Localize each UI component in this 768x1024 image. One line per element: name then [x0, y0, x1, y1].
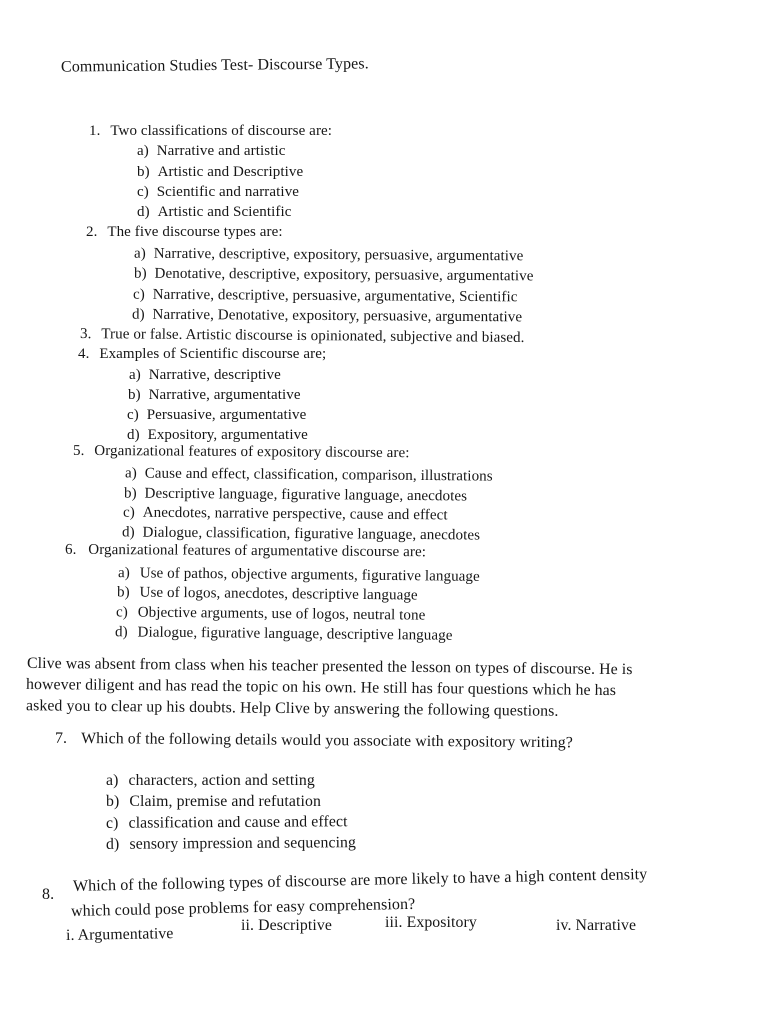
q8-option-ii: ii. Descriptive	[241, 917, 332, 934]
q1-option-c	[137, 183, 299, 202]
q8-option-iv: iv. Narrative	[556, 917, 637, 934]
question-text: Which of the following details would you associate with expository writing?	[81, 729, 574, 752]
question-4	[78, 345, 326, 364]
option-text: characters, action and setting	[128, 772, 315, 789]
question-text: Organizational features of argumentative discourse are:	[88, 541, 427, 561]
option-text: Dialogue, figurative language, descriptive language	[137, 624, 453, 644]
passage-line-2: however diligent and has read the topic on his own. He still has four questions which he has	[25, 675, 617, 700]
option-letter: a)	[129, 367, 141, 383]
option-letter: d)	[127, 427, 140, 443]
q5-option-c	[123, 504, 448, 526]
option-text: Expository, argumentative	[147, 427, 308, 443]
option-text: sensory impression and sequencing	[129, 834, 357, 853]
option-letter: b)	[123, 485, 137, 502]
option-letter: a)	[124, 465, 137, 482]
q4-option-a	[129, 366, 281, 385]
option-text: Objective arguments, use of logos, neutral tone	[137, 604, 426, 624]
q6-option-c	[116, 603, 426, 625]
option-letter: c)	[132, 286, 145, 303]
option-text: Narrative, descriptive	[148, 367, 281, 383]
question-text: The five discourse types are:	[107, 224, 283, 240]
question-6	[65, 541, 426, 563]
q4-option-c	[127, 406, 306, 425]
option-letter: a)	[133, 245, 146, 262]
option-text: Narrative and artistic	[156, 143, 286, 159]
question-text: Organizational features of expository discourse are:	[94, 442, 410, 462]
question-text: True or false. Artistic discourse is opinionated, subjective and biased.	[101, 326, 525, 346]
question-2	[86, 223, 283, 242]
question-8-line-1: Which of the following types of discourse are more likely to have a high content density	[72, 865, 648, 895]
option-text: Descriptive language, figurative language, anecdotes	[144, 485, 468, 505]
option-letter: b)	[128, 387, 141, 403]
option-text: Use of pathos, objective arguments, figurative language	[139, 565, 480, 585]
question-number: 4.	[78, 346, 90, 362]
option-letter: c)	[115, 604, 128, 621]
q7-option-a	[106, 771, 315, 790]
question-7	[55, 729, 573, 753]
option-letter: c)	[122, 504, 135, 521]
question-number: 6.	[64, 541, 77, 558]
page-title: Communication Studies Test- Discourse Types.	[60, 55, 369, 76]
option-letter: d)	[114, 624, 128, 641]
option-text: Scientific and narrative	[156, 184, 300, 200]
option-text: Narrative, descriptive, persuasive, argumentative, Scientific	[152, 286, 518, 306]
option-text: Denotative, descriptive, expository, persuasive, argumentative	[154, 265, 534, 285]
option-text: Use of logos, anecdotes, descriptive language	[139, 584, 418, 604]
q2-option-a	[134, 245, 524, 267]
q2-option-d	[132, 306, 522, 328]
question-5	[73, 442, 410, 463]
option-text: Anecdotes, narrative perspective, cause and effect	[142, 504, 448, 524]
question-text: Two classifications of discourse are:	[110, 123, 333, 139]
option-text: Claim, premise and refutation	[129, 793, 321, 810]
q1-option-a	[137, 142, 286, 161]
passage-line-3: asked you to clear up his doubts. Help Clive by answering the following questions.	[25, 697, 559, 720]
option-text: Dialogue, classification, figurative language, anecdotes	[142, 524, 481, 544]
option-letter: a)	[137, 143, 149, 159]
option-text: Persuasive, argumentative	[146, 407, 307, 423]
q2-option-b	[134, 265, 534, 287]
q7-option-d	[106, 833, 356, 854]
option-text: Narrative, argumentative	[148, 387, 301, 403]
question-number: 7.	[54, 729, 68, 747]
question-number: 1.	[89, 123, 101, 139]
q6-option-d	[115, 623, 453, 646]
option-letter: b)	[137, 164, 150, 180]
q5-option-a	[125, 464, 493, 486]
option-letter: d)	[131, 306, 145, 323]
q2-option-c	[133, 286, 518, 308]
q8-option-i: i. Argumentative	[65, 925, 174, 944]
option-text: Artistic and Scientific	[157, 204, 292, 220]
option-letter: c)	[137, 184, 149, 200]
passage-line-1: Clive was absent from class when his teacher presented the lesson on types of discourse. He is	[26, 654, 633, 679]
q7-option-c	[106, 812, 348, 833]
option-letter: b)	[116, 584, 130, 601]
question-text: Examples of Scientific discourse are;	[99, 346, 327, 362]
option-letter: b)	[106, 793, 120, 810]
question-number: 2.	[86, 224, 98, 240]
option-letter: d)	[137, 204, 150, 220]
q8-option-iii: iii. Expository	[385, 914, 477, 931]
q4-option-b	[128, 386, 301, 405]
question-1	[89, 122, 332, 141]
question-8-line-2: which could pose problems for easy comprehension?	[70, 895, 416, 920]
option-letter: d)	[121, 524, 135, 541]
option-text: Narrative, descriptive, expository, persuasive, argumentative	[153, 245, 524, 265]
question-8-number: 8.	[42, 886, 55, 903]
option-text: Artistic and Descriptive	[157, 164, 304, 180]
q7-option-b	[106, 792, 321, 811]
option-letter: a)	[117, 565, 130, 582]
question-number: 3.	[79, 326, 92, 343]
q1-option-b	[137, 163, 303, 182]
option-letter: a)	[106, 772, 119, 789]
option-letter: d)	[105, 835, 120, 853]
option-letter: b)	[133, 265, 147, 282]
option-text: Narrative, Denotative, expository, persuasive, argumentative	[152, 306, 523, 326]
option-text: classification and cause and effect	[128, 813, 348, 832]
option-letter: c)	[127, 407, 139, 423]
question-number: 5.	[72, 442, 85, 459]
option-letter: c)	[105, 814, 119, 832]
q6-option-b	[117, 583, 418, 605]
option-text: Cause and effect, classification, comparison, illustrations	[144, 465, 493, 485]
q1-option-d	[137, 203, 292, 222]
